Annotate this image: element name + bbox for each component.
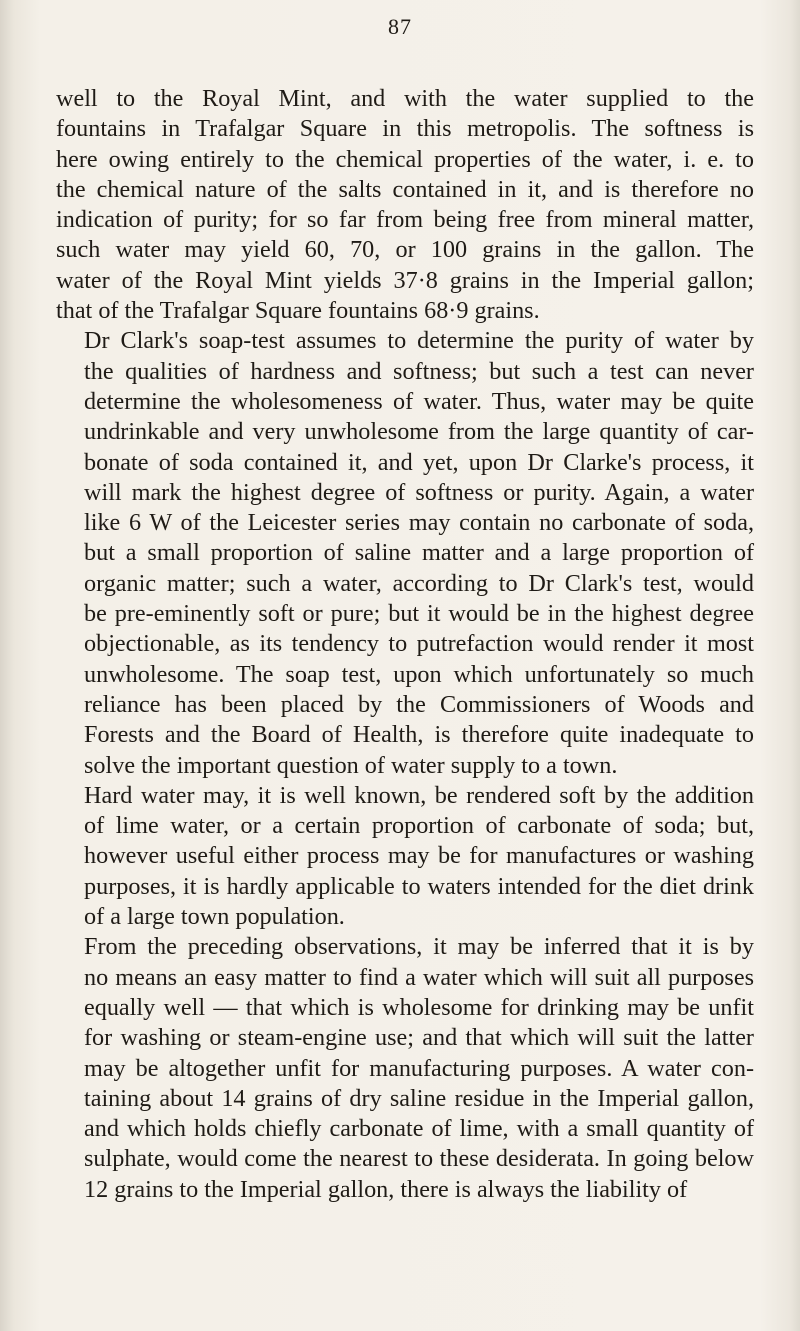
text-line: objectionable, as its tendency to putrefaction would render it most	[84, 630, 754, 658]
text-line: will mark the highest degree of softness or purity. Again, a water	[84, 478, 754, 506]
text-line: purposes, it is hardly applicable to waters intended for the diet drink	[84, 872, 754, 900]
paragraph	[56, 326, 754, 780]
text-line: unwholesome. The soap test, upon which unfortunately so much	[84, 660, 754, 688]
text-line: organic matter; such a water, according to Dr Clark's test, would	[84, 569, 754, 597]
text-line: bonate of soda contained it, and yet, upon Dr Clarke's process, it	[84, 448, 754, 476]
text-line: From the preceding observations, it may be inferred that it is by	[84, 933, 754, 961]
text-line: Hard water may, it is well known, be rendered soft by the addition	[84, 781, 754, 809]
text-line: and which holds chiefly carbonate of lime, with a small quantity of	[84, 1115, 754, 1143]
text-line: sulphate, would come the nearest to these desiderata. In going below	[84, 1145, 754, 1173]
text-line: for washing or steam-engine use; and that which will suit the latter	[84, 1024, 754, 1052]
text-line: well to the Royal Mint, and with the water supplied to the	[56, 85, 754, 112]
text-line: however useful either process may be for manufactures or washing	[84, 842, 754, 870]
page-number: 87	[388, 14, 412, 39]
paragraph	[56, 781, 754, 932]
text-line: the qualities of hardness and softness; but such a test can never	[84, 357, 754, 385]
paragraph	[56, 84, 754, 326]
text-line: Dr Clark's soap-test assumes to determine the purity of water by	[84, 327, 754, 355]
text-line: fountains in Trafalgar Square in this metropolis. The softness is	[56, 115, 754, 143]
text-line: undrinkable and very unwholesome from the large quantity of car-	[84, 418, 754, 446]
text-line: no means an easy matter to find a water which will suit all purposes	[84, 963, 754, 991]
text-line: water of the Royal Mint yields 37·8 grains in the Imperial gallon;	[56, 266, 754, 294]
text-line: like 6 W of the Leicester series may contain no carbonate of soda,	[84, 509, 754, 537]
text-line: such water may yield 60, 70, or 100 grains in the gallon. The	[56, 236, 754, 264]
text-line: of lime water, or a certain proportion of carbonate of soda; but,	[84, 812, 754, 840]
text-line: the chemical nature of the salts contained in it, and is therefore no	[56, 175, 754, 203]
text-line: may be altogether unfit for manufacturing purposes. A water con-	[84, 1054, 754, 1082]
paragraph	[56, 932, 754, 1205]
text-line: Forests and the Board of Health, is therefore quite inadequate to	[84, 721, 754, 749]
text-line: here owing entirely to the chemical properties of the water, i. e. to	[56, 145, 754, 173]
body-text	[56, 84, 754, 1205]
text-line: reliance has been placed by the Commissioners of Woods and	[84, 690, 754, 718]
text-line: 12 grains to the Imperial gallon, there is always the liability of	[84, 1175, 688, 1203]
text-line: taining about 14 grains of dry saline residue in the Imperial gallon,	[84, 1084, 754, 1112]
text-line: but a small proportion of saline matter and a large proportion of	[84, 539, 754, 567]
text-line: be pre-eminently soft or pure; but it would be in the highest degree	[84, 600, 754, 628]
text-line: equally well — that which is wholesome for drinking may be unfit	[84, 993, 754, 1021]
text-line: solve the important question of water supply to a town.	[84, 751, 618, 779]
text-line: determine the wholesomeness of water. Thus, water may be quite	[84, 387, 754, 415]
text-line: indication of purity; for so far from being free from mineral matter,	[56, 206, 754, 234]
text-line: of a large town population.	[84, 903, 345, 931]
text-line: that of the Trafalgar Square fountains 68·9 grains.	[56, 297, 540, 325]
